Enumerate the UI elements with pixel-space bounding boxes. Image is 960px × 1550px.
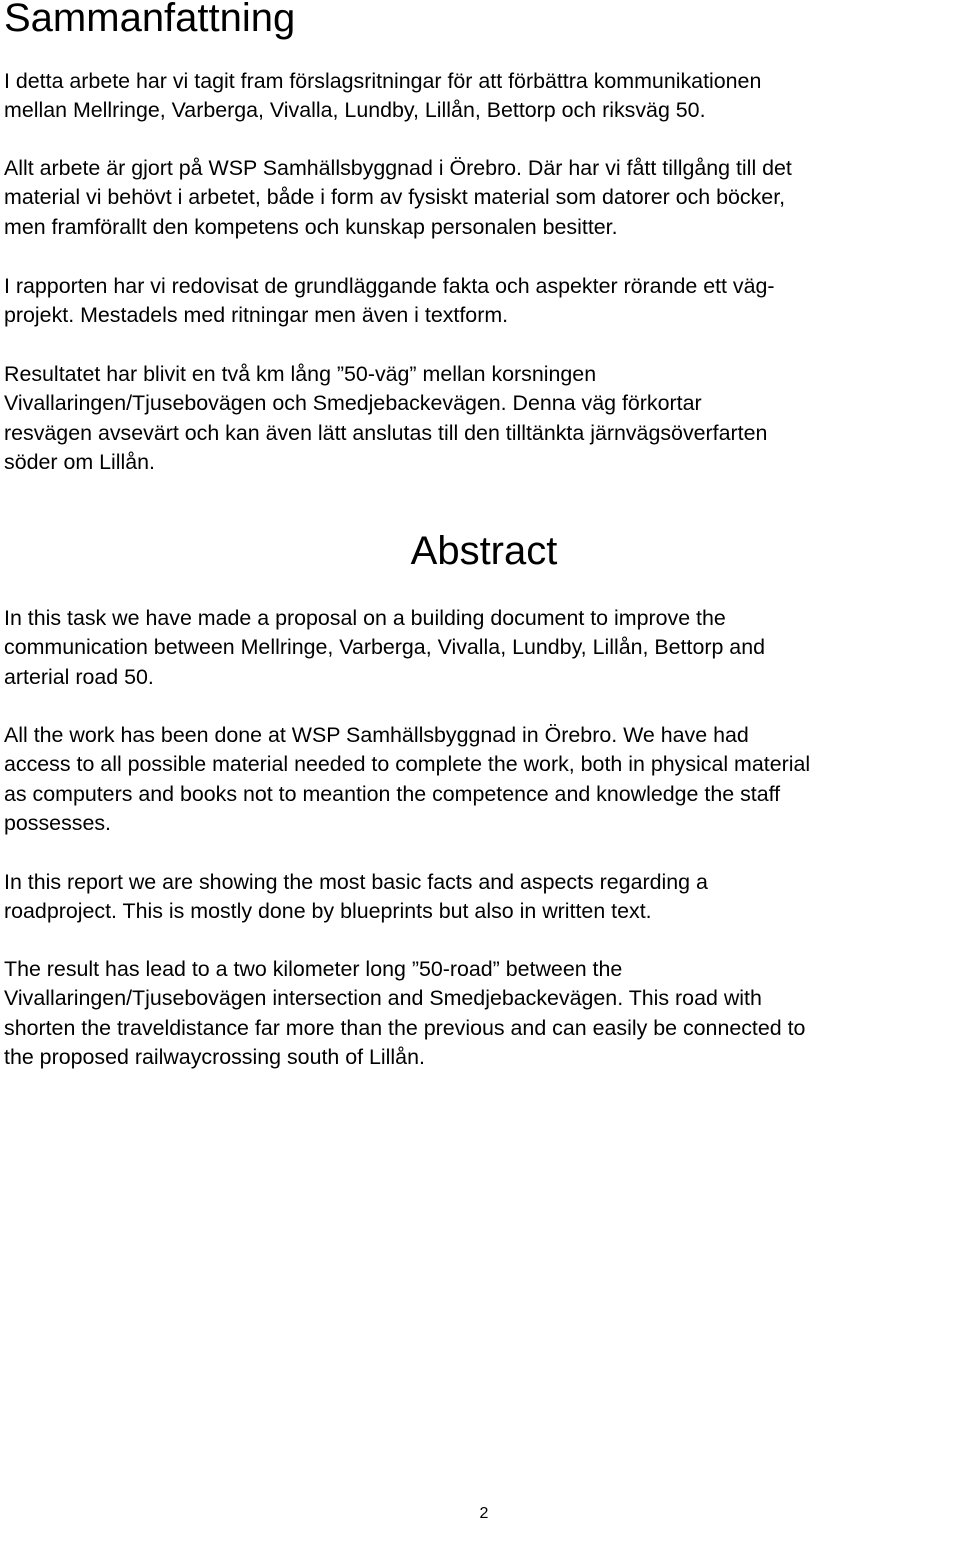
- text-line: the proposed railwaycrossing south of Lillån.: [4, 1044, 425, 1069]
- text-line: In this task we have made a proposal on a building document to improve the: [4, 606, 726, 630]
- text-line: Vivallaringen/Tjusebovägen och Smedjebackevägen. Denna väg förkortar: [4, 391, 702, 416]
- abstract-paragraph-1: [4, 604, 765, 692]
- text-line: All the work has been done at WSP Samhällsbyggnad in Örebro. We have had: [4, 723, 749, 747]
- summary-paragraph-1: [4, 67, 761, 126]
- text-line: projekt. Mestadels med ritningar men även i textform.: [4, 303, 509, 328]
- text-line: roadproject. This is mostly done by blueprints but also in written text.: [4, 899, 652, 924]
- abstract-heading: Abstract: [410, 529, 558, 573]
- summary-paragraph-4: [4, 360, 767, 477]
- text-line: possesses.: [4, 810, 112, 835]
- text-line: Vivallaringen/Tjusebovägen intersection and Smedjebackevägen. This road with: [4, 986, 762, 1011]
- text-line: mellan Mellringe, Varberga, Vivalla, Lundby, Lillån, Bettorp och riksväg 50.: [4, 98, 706, 123]
- text-line: access to all possible material needed to complete the work, both in physical material: [4, 752, 811, 777]
- text-line: men framförallt den kompetens och kunskap personalen besitter.: [4, 214, 618, 239]
- page-number: 2: [479, 1505, 489, 1522]
- text-line: I rapporten har vi redovisat de grundläggande fakta och aspekter rörande ett väg-: [4, 274, 775, 298]
- abstract-paragraph-2: [4, 721, 810, 838]
- text-line: as computers and books not to meantion the competence and knowledge the staff: [4, 781, 781, 806]
- text-line: shorten the traveldistance far more than the previous and can easily be connected to: [4, 1015, 806, 1040]
- abstract-paragraph-4: [4, 955, 805, 1072]
- text-line: arterial road 50.: [4, 664, 154, 689]
- text-line: In this report we are showing the most basic facts and aspects regarding a: [4, 870, 708, 894]
- text-line: Resultatet har blivit en två km lång ”50-väg” mellan korsningen: [4, 362, 597, 386]
- abstract-paragraph-3: [4, 868, 708, 927]
- summary-paragraph-3: [4, 272, 775, 331]
- summary-heading: Sammanfattning: [4, 0, 296, 40]
- text-line: söder om Lillån.: [4, 449, 155, 474]
- text-line: The result has lead to a two kilometer long ”50-road” between the: [4, 957, 623, 981]
- text-line: Allt arbete är gjort på WSP Samhällsbyggnad i Örebro. Där har vi fått tillgång till det: [4, 156, 792, 180]
- text-line: resvägen avsevärt och kan även lätt anslutas till den tilltänkta järnvägsöverfarten: [4, 420, 768, 445]
- text-line: communication between Mellringe, Varberga, Vivalla, Lundby, Lillån, Bettorp and: [4, 635, 765, 660]
- text-line: material vi behövt i arbetet, både i form av fysiskt material som datorer och böcker,: [4, 185, 786, 210]
- summary-paragraph-2: [4, 154, 792, 242]
- text-line: I detta arbete har vi tagit fram förslagsritningar för att förbättra kommunikationen: [4, 69, 762, 93]
